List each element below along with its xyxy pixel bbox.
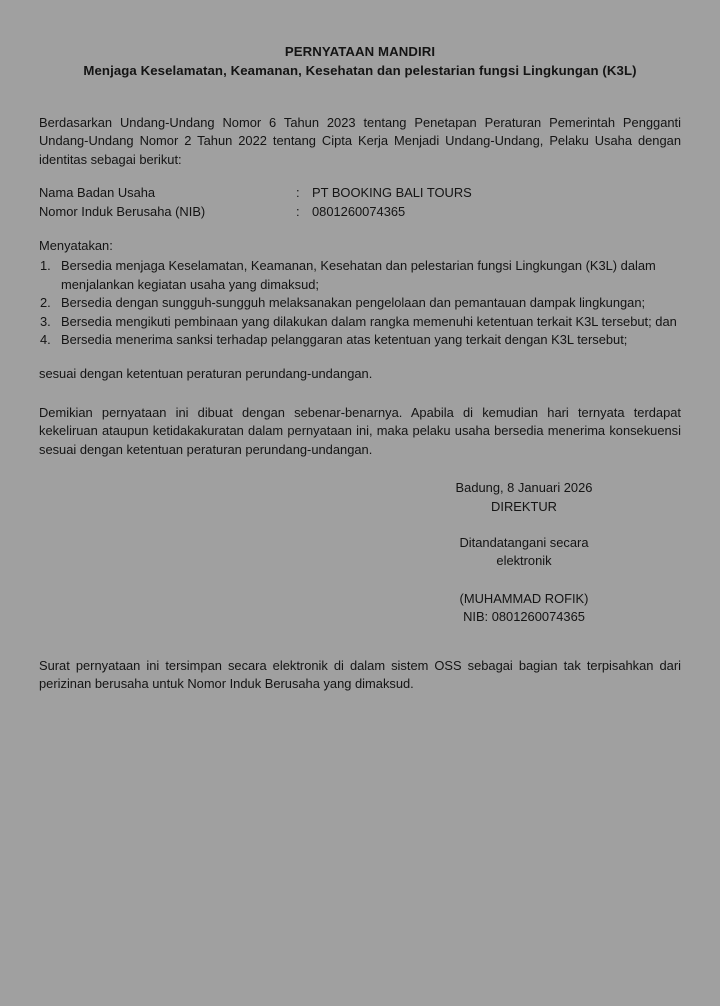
list-item — [39, 313, 681, 331]
identity-block — [39, 169, 681, 221]
signature-place-date: Badung, 8 Januari 2026 — [455, 480, 593, 496]
signature-electronic-note-line1: Ditandatangani secara — [459, 534, 589, 550]
document-subtitle: Menjaga Keselamatan, Keamanan, Kesehatan dan pelestarian fungsi Lingkungan (K3L) — [83, 63, 637, 78]
nib-value: 0801260074365 — [312, 203, 406, 219]
signature-spacer — [389, 516, 659, 534]
signature-spacer — [389, 571, 659, 590]
list-item — [39, 257, 681, 294]
list-item-text: Bersedia menerima sanksi terhadap pelanggaran atas ketentuan yang terkait dengan K3L tersebut; — [61, 332, 628, 348]
list-item-number: 3. — [40, 313, 51, 329]
business-name-value: PT BOOKING BALI TOURS — [312, 185, 472, 201]
intro-paragraph: Berdasarkan Undang-Undang Nomor 6 Tahun 2023 tentang Penetapan Peraturan Pemerintah Pengganti Undang-Undang Nomor 2 Tahun 2022 tentang Cipta Kerja Menjadi Undang-Undang, Pelaku Usaha dengan identitas sebagai berikut: — [39, 115, 681, 167]
signer-name: (MUHAMMAD ROFIK) — [459, 590, 589, 606]
declaration-heading: Menyatakan: — [39, 238, 113, 254]
list-item — [39, 294, 681, 312]
signature-electronic-note-line2: elektronik — [496, 553, 552, 569]
list-item-number: 4. — [40, 332, 51, 348]
closing-rule-paragraph: sesuai dengan ketentuan peraturan perundang-undangan. — [39, 366, 373, 382]
document-title: PERNYATAAN MANDIRI — [284, 44, 436, 59]
identity-row-nib — [39, 203, 681, 221]
list-item-number: 2. — [40, 295, 51, 311]
list-item — [39, 331, 681, 349]
signer-nib: NIB: 0801260074365 — [463, 609, 585, 625]
list-item-text: Bersedia mengikuti pembinaan yang dilakukan dalam rangka memenuhi ketentuan terkait K3L tersebut; dan — [61, 313, 677, 329]
list-item-text: Bersedia dengan sungguh-sungguh melaksanakan pengelolaan dan pemantauan dampak lingkungan; — [61, 295, 646, 311]
signature-block — [389, 459, 659, 626]
list-item-text: Bersedia menjaga Keselamatan, Keamanan, Kesehatan dan pelestarian fungsi Lingkungan (K3L) dalam menjalankan kegiatan usaha yang dimaksud; — [61, 258, 656, 292]
nib-colon: : — [296, 203, 300, 219]
business-name-label: Nama Badan Usaha — [39, 185, 156, 201]
business-name-colon: : — [296, 185, 300, 201]
statement-list — [39, 255, 681, 349]
list-item-number: 1. — [40, 258, 51, 274]
closing-statement-paragraph: Demikian pernyataan ini dibuat dengan sebenar-benarnya. Apabila di kemudian hari ternyata terdapat kekeliruan ataupun ketidakakuratan dalam pernyataan ini, maka pelaku usaha bersedia menerima konsekuensi sesuai dengan ketentuan peraturan perundang-undangan. — [39, 404, 681, 457]
nib-label: Nomor Induk Berusaha (NIB) — [39, 203, 206, 219]
footer-note: Surat pernyataan ini tersimpan secara elektronik di dalam sistem OSS sebagai bagian tak terpisahkan dari perizinan berusaha untuk Nomor Induk Berusaha yang dimaksud. — [39, 657, 681, 691]
signature-position: DIREKTUR — [491, 498, 557, 514]
identity-row-business-name — [39, 184, 681, 202]
